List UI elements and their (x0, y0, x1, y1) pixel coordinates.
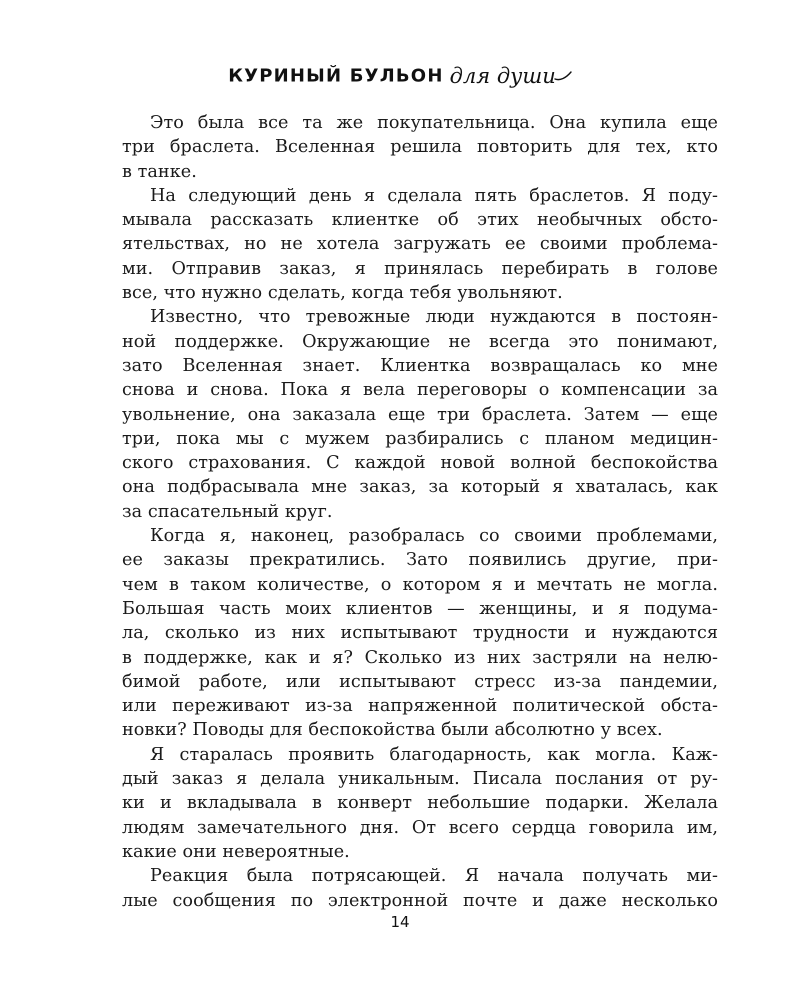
text-line: в танке. (122, 161, 197, 182)
text-line: ла, сколько из них испытывают трудности и нуждаются (122, 623, 718, 644)
text-line: ятельствах, но не хотела загружать ее своими проблема- (122, 234, 718, 255)
text-line: На следующий день я сделала пять браслетов. Я поду- (150, 185, 718, 206)
text-line: Это была все та же покупательница. Она купила еще (150, 113, 718, 133)
text-line: новки? Поводы для беспокойства были абсолютно у всех. (122, 720, 663, 741)
text-line: в поддержке, как и я? Сколько из них застряли на нелю- (122, 647, 718, 668)
header-script-subtitle: для души (449, 64, 556, 88)
text-line: ского страхования. С каждой новой волной беспокойства (122, 453, 718, 474)
text-line: Известно, что тревожные люди нуждаются в постоян- (150, 307, 718, 328)
text-line: людям замечательного дня. От всего сердца говорила им, (122, 817, 718, 838)
text-line: увольнение, она заказала еще три браслета. Затем — еще (122, 404, 718, 425)
text-line: три браслета. Вселенная решила повторить для тех, кто (122, 137, 718, 158)
text-line: Я старалась проявить благодарность, как могла. Каж- (150, 744, 718, 765)
text-line: три, пока мы с мужем разбирались с планом медицин- (122, 428, 718, 449)
text-line: какие они невероятные. (122, 841, 350, 862)
text-line: ми. Отправив заказ, я принялась перебирать в голове (122, 258, 718, 279)
text-line: все, что нужно сделать, когда тебя увольняют. (122, 283, 563, 304)
text-line: ее заказы прекратились. Зато появились другие, при- (122, 550, 718, 571)
text-line: чем в таком количестве, о котором я и мечтать не могла. (122, 574, 718, 595)
text-line: снова и снова. Пока я вела переговоры о компенсации за (122, 380, 718, 401)
text-line: Большая часть моих клиентов — женщины, и я подума- (122, 598, 718, 619)
header-swash-ornament (554, 69, 572, 83)
text-line: Когда я, наконец, разобралась со своими проблемами, (150, 526, 718, 547)
text-line: лые сообщения по электронной почте и даже несколько (122, 890, 718, 911)
body-text (122, 111, 718, 913)
running-header (0, 64, 800, 88)
page-number: 14 (390, 913, 410, 931)
text-line: она подбрасывала мне заказ, за который я хваталась, как (122, 477, 718, 498)
paragraph (122, 305, 718, 524)
paragraph (122, 743, 718, 864)
paragraph (122, 864, 718, 913)
paragraph (122, 524, 718, 743)
text-line: ной поддержке. Окружающие не всегда это понимают, (122, 331, 718, 352)
text-line: или переживают из-за напряженной политической обста- (122, 696, 718, 717)
text-line: за спасательный круг. (122, 501, 333, 522)
text-line: зато Вселенная знает. Клиентка возвращалась ко мне (122, 355, 718, 376)
header-title: КУРИНЫЙ БУЛЬОН (228, 65, 444, 87)
text-line: Реакция была потрясающей. Я начала получать ми- (150, 866, 718, 887)
text-line: дый заказ я делала уникальным. Писала послания от ру- (122, 769, 718, 790)
text-line: бимой работе, или испытывают стресс из-за пандемии, (122, 671, 718, 692)
paragraph (122, 184, 718, 305)
text-line: ки и вкладывала в конверт небольшие подарки. Желала (122, 793, 718, 814)
paragraph (122, 111, 718, 184)
text-line: мывала рассказать клиентке об этих необычных обсто- (122, 210, 718, 231)
